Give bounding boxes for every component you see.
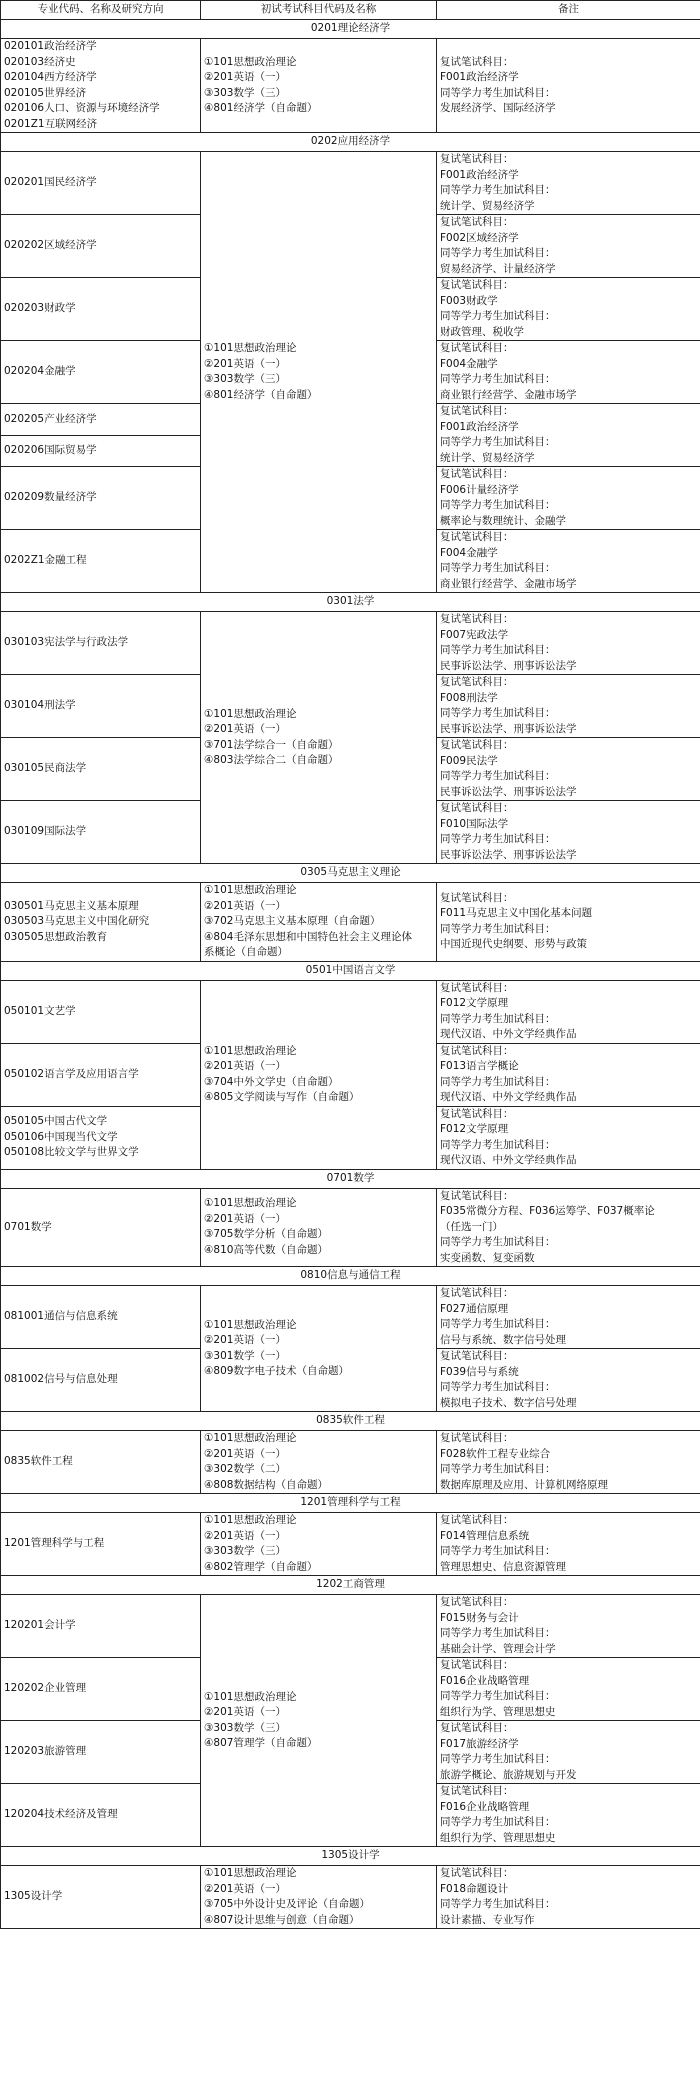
exam-cell	[201, 980, 437, 1169]
text-line: 030501马克思主义基本原理	[4, 899, 139, 912]
exam-cell	[201, 39, 437, 133]
text-line: ③303数学（三）	[204, 373, 286, 385]
text-line: F018命题设计	[440, 1882, 509, 1895]
exam-cell	[201, 1431, 437, 1494]
text-line: 复试笔试科目：	[440, 1659, 514, 1671]
text-line: 旅游学概论、旅游规划与开发	[440, 1768, 577, 1781]
major-cell	[1, 738, 201, 801]
text-line: ④804毛泽东思想和中国特色社会主义理论体	[204, 930, 412, 943]
text-line: 050101文艺学	[4, 1004, 76, 1017]
text-line: 复试笔试科目：	[440, 1785, 514, 1797]
text-line: ④805文学阅读与写作（自命题）	[204, 1091, 360, 1103]
text-line: 商业银行经营学、金融市场学	[440, 577, 577, 590]
text-line: 同等学力考生加试科目：	[440, 1816, 556, 1828]
exam-cell	[201, 1595, 437, 1847]
notes-cell	[437, 467, 700, 530]
major-cell	[1, 435, 201, 467]
notes-cell	[437, 738, 700, 801]
section-title: 0810信息与通信工程	[1, 1267, 700, 1286]
text-line: ②201英语（一）	[204, 357, 286, 370]
text-line: 同等学力考生加试科目：	[440, 1075, 556, 1088]
exam-cell	[201, 1513, 437, 1576]
text-line: ③303数学（三）	[204, 86, 286, 99]
text-line: 120201会计学	[4, 1619, 76, 1632]
table-body	[1, 1, 700, 1929]
notes-cell	[437, 801, 700, 864]
text-line: ④810高等代数（自命题）	[204, 1243, 328, 1256]
section-title: 0701数学	[1, 1169, 700, 1188]
text-line: 同等学力考生加试科目：	[440, 184, 556, 196]
text-line: F014管理信息系统	[440, 1529, 530, 1542]
text-line: ②201英语（一）	[204, 1447, 286, 1460]
text-line: 基础会计学、管理会计学	[440, 1642, 556, 1655]
major-cell	[1, 341, 201, 404]
notes-cell	[437, 404, 700, 467]
text-line: 同等学力考生加试科目：	[440, 1381, 556, 1393]
text-line: 020105世界经济	[4, 86, 87, 99]
text-line: 管理思想史、信息资源管理	[440, 1560, 566, 1573]
text-line: 020106人口、资源与环境经济学	[4, 102, 160, 114]
text-line: ④801经济学（自命题）	[204, 102, 318, 114]
notes-cell	[437, 883, 700, 962]
text-line: 0835软件工程	[4, 1455, 73, 1468]
text-line: 复试笔试科目：	[440, 1107, 514, 1120]
section-title: 0201理论经济学	[1, 20, 700, 39]
text-line: F012文学原理	[440, 997, 509, 1009]
text-line: 设计素描、专业写作	[440, 1913, 535, 1926]
notes-cell	[437, 530, 700, 593]
text-line: ③303数学（三）	[204, 1721, 286, 1734]
text-line: F006计量经济学	[440, 483, 519, 496]
notes-cell	[437, 1431, 700, 1494]
notes-cell	[437, 1188, 700, 1267]
exam-cell	[201, 612, 437, 864]
text-line: 组织行为学、管理思想史	[440, 1705, 556, 1718]
notes-cell	[437, 215, 700, 278]
text-line: ①101思想政治理论	[204, 1197, 297, 1210]
text-line: ④807管理学（自命题）	[204, 1737, 318, 1749]
table-row	[1, 1286, 700, 1349]
text-line: 现代汉语、中外文学经典作品	[440, 1154, 577, 1166]
text-line: 同等学力考生加试科目：	[440, 1898, 556, 1910]
text-line: 财政管理、税收学	[440, 325, 524, 338]
text-line: ④802管理学（自命题）	[204, 1560, 318, 1573]
text-line: F035常微分方程、F036运筹学、F037概率论	[440, 1205, 655, 1217]
text-line: ②201英语（一）	[204, 1706, 286, 1718]
major-cell	[1, 1286, 201, 1349]
section-title-row	[1, 133, 700, 152]
table-row	[1, 612, 700, 675]
notes-cell	[437, 1721, 700, 1784]
text-line: 现代汉语、中外文学经典作品	[440, 1091, 577, 1103]
text-line: 同等学力考生加试科目：	[440, 770, 556, 782]
text-line: 030109国际法学	[4, 825, 87, 838]
text-line: F004金融学	[440, 546, 498, 559]
text-line: ③302数学（二）	[204, 1463, 286, 1475]
text-line: F002区域经济学	[440, 231, 519, 244]
text-line: 1201管理科学与工程	[4, 1537, 105, 1550]
notes-cell	[437, 1043, 700, 1106]
section-title-row	[1, 1412, 700, 1431]
header-notes: 备注	[437, 1, 700, 20]
text-line: 同等学力考生加试科目：	[440, 1753, 556, 1765]
text-line: 民事诉讼法学、刑事诉讼法学	[440, 659, 577, 672]
text-line: 030105民商法学	[4, 762, 87, 775]
text-line: 0701数学	[4, 1220, 52, 1233]
text-line: 复试笔试科目：	[440, 153, 514, 165]
exam-cell	[201, 1866, 437, 1929]
table-row	[1, 883, 700, 962]
text-line: F004金融学	[440, 357, 498, 370]
section-title: 1202工商管理	[1, 1576, 700, 1595]
text-line: （任选一门）	[440, 1220, 503, 1233]
text-line: 复试笔试科目：	[440, 1722, 514, 1734]
exam-cell	[201, 883, 437, 962]
text-line: 模拟电子技术、数字信号处理	[440, 1396, 577, 1409]
major-cell	[1, 1658, 201, 1721]
text-line: 同等学力考生加试科目：	[440, 707, 556, 719]
notes-cell	[437, 675, 700, 738]
text-line: ③301数学（一）	[204, 1349, 286, 1362]
text-line: 050102语言学及应用语言学	[4, 1067, 139, 1080]
section-title: 0501中国语言文学	[1, 961, 700, 980]
text-line: 020205产业经济学	[4, 412, 97, 425]
text-line: ③702马克思主义基本原理（自命题）	[204, 915, 381, 927]
text-line: 0201Z1互联网经济	[4, 117, 98, 130]
text-line: 同等学力考生加试科目：	[440, 310, 556, 322]
exam-cell	[201, 1188, 437, 1267]
text-line: 概率论与数理统计、金融学	[440, 514, 566, 527]
text-line: 同等学力考生加试科目：	[440, 499, 556, 511]
table-row	[1, 980, 700, 1043]
text-line: 020201国民经济学	[4, 176, 97, 189]
text-line: 信号与系统、数字信号处理	[440, 1333, 566, 1346]
major-cell	[1, 152, 201, 215]
notes-cell	[437, 341, 700, 404]
text-line: ②201英语（一）	[204, 1334, 286, 1346]
exam-cell	[201, 152, 437, 593]
section-title-row	[1, 1576, 700, 1595]
notes-cell	[437, 278, 700, 341]
text-line: 050106中国现当代文学	[4, 1130, 118, 1143]
major-cell	[1, 530, 201, 593]
text-line: F017旅游经济学	[440, 1737, 519, 1750]
text-line: 120202企业管理	[4, 1682, 87, 1695]
notes-cell	[437, 1784, 700, 1847]
text-line: ①101思想政治理论	[204, 1044, 297, 1057]
section-title: 0301法学	[1, 593, 700, 612]
text-line: 复试笔试科目：	[440, 981, 514, 994]
text-line: F013语言学概论	[440, 1060, 519, 1072]
notes-cell	[437, 1286, 700, 1349]
text-line: 统计学、贸易经济学	[440, 199, 535, 212]
text-line: 复试笔试科目：	[440, 676, 514, 688]
table-row	[1, 152, 700, 215]
text-line: ①101思想政治理论	[204, 884, 297, 896]
text-line: 民事诉讼法学、刑事诉讼法学	[440, 722, 577, 735]
text-line: ①101思想政治理论	[204, 1318, 297, 1331]
text-line: 030104刑法学	[4, 699, 76, 712]
text-line: ④807设计思维与创意（自命题）	[204, 1913, 360, 1926]
text-line: 复试笔试科目：	[440, 613, 514, 625]
text-line: 复试笔试科目：	[440, 405, 514, 417]
text-line: 同等学力考生加试科目：	[440, 644, 556, 656]
text-line: ④809数字电子技术（自命题）	[204, 1365, 349, 1377]
text-line: 020101政治经济学	[4, 40, 97, 52]
table-row	[1, 1431, 700, 1494]
text-line: ③705中外设计史及评论（自命题）	[204, 1898, 370, 1910]
text-line: 系概论（自命题）	[204, 946, 288, 958]
text-line: 复试笔试科目：	[440, 531, 514, 543]
text-line: 020204金融学	[4, 365, 76, 378]
text-line: 同等学力考生加试科目：	[440, 373, 556, 385]
text-line: F008刑法学	[440, 691, 498, 704]
section-title: 0202应用经济学	[1, 133, 700, 152]
text-line: 同等学力考生加试科目：	[440, 1545, 556, 1557]
major-cell	[1, 1188, 201, 1267]
major-cell	[1, 1513, 201, 1576]
text-line: ②201英语（一）	[204, 1212, 286, 1225]
text-line: 050108比较文学与世界文学	[4, 1146, 139, 1159]
header-exam: 初试考试科目代码及名称	[201, 1, 437, 20]
text-line: ①101思想政治理论	[204, 1867, 297, 1879]
text-line: ②201英语（一）	[204, 71, 286, 83]
text-line: 复试笔试科目：	[440, 342, 514, 354]
text-line: 同等学力考生加试科目：	[440, 247, 556, 259]
major-cell	[1, 883, 201, 962]
text-line: 120203旅游管理	[4, 1745, 87, 1758]
text-line: ①101思想政治理论	[204, 342, 297, 354]
major-cell	[1, 1431, 201, 1494]
text-line: ①101思想政治理论	[204, 1690, 297, 1703]
table-row	[1, 1188, 700, 1267]
text-line: F039信号与系统	[440, 1365, 519, 1378]
text-line: 020103经济史	[4, 55, 76, 68]
text-line: 复试笔试科目：	[440, 1432, 514, 1444]
text-line: 120204技术经济及管理	[4, 1808, 118, 1821]
text-line: 实变函数、复变函数	[440, 1251, 535, 1264]
table-row	[1, 1595, 700, 1658]
section-title-row	[1, 961, 700, 980]
major-cell	[1, 278, 201, 341]
text-line: ①101思想政治理论	[204, 55, 297, 68]
notes-cell	[437, 1595, 700, 1658]
text-line: 0202Z1金融工程	[4, 554, 87, 567]
text-line: 同等学力考生加试科目：	[440, 436, 556, 448]
major-cell	[1, 1595, 201, 1658]
section-title-row	[1, 1847, 700, 1866]
text-line: ④808数据结构（自命题）	[204, 1478, 328, 1491]
header-row	[1, 1, 700, 20]
section-title-row	[1, 20, 700, 39]
section-title-row	[1, 864, 700, 883]
text-line: 同等学力考生加试科目：	[440, 1012, 556, 1025]
major-cell	[1, 612, 201, 675]
section-title-row	[1, 1267, 700, 1286]
text-line: ③303数学（三）	[204, 1545, 286, 1557]
text-line: F003财政学	[440, 294, 498, 307]
text-line: 020206国际贸易学	[4, 444, 97, 456]
text-line: 081001通信与信息系统	[4, 1310, 118, 1323]
major-cell	[1, 467, 201, 530]
major-cell	[1, 1866, 201, 1929]
major-cell	[1, 39, 201, 133]
section-title: 0305马克思主义理论	[1, 864, 700, 883]
text-line: 复试笔试科目：	[440, 1189, 514, 1202]
major-cell	[1, 1784, 201, 1847]
text-line: 020203财政学	[4, 302, 76, 315]
text-line: 020202区域经济学	[4, 239, 97, 252]
text-line: ①101思想政治理论	[204, 1514, 297, 1526]
major-cell	[1, 1721, 201, 1784]
text-line: F012文学原理	[440, 1123, 509, 1135]
notes-cell	[437, 612, 700, 675]
text-line: 复试笔试科目：	[440, 739, 514, 751]
major-cell	[1, 980, 201, 1043]
text-line: F027通信原理	[440, 1302, 509, 1315]
text-line: 复试笔试科目：	[440, 279, 514, 291]
notes-cell	[437, 1866, 700, 1929]
text-line: 统计学、贸易经济学	[440, 451, 535, 464]
text-line: 同等学力考生加试科目：	[440, 1236, 556, 1248]
text-line: 复试笔试科目：	[440, 891, 514, 904]
section-title: 1305设计学	[1, 1847, 700, 1866]
text-line: 组织行为学、管理思想史	[440, 1831, 556, 1844]
notes-cell	[437, 152, 700, 215]
text-line: 1305设计学	[4, 1890, 63, 1903]
text-line: ②201英语（一）	[204, 899, 286, 912]
text-line: 复试笔试科目：	[440, 1287, 514, 1299]
notes-cell	[437, 980, 700, 1043]
text-line: 现代汉语、中外文学经典作品	[440, 1028, 577, 1040]
text-line: 复试笔试科目：	[440, 1867, 514, 1879]
table-row	[1, 1866, 700, 1929]
text-line: 商业银行经营学、金融市场学	[440, 388, 577, 401]
text-line: ②201英语（一）	[204, 1529, 286, 1542]
text-line: 复试笔试科目：	[440, 1514, 514, 1526]
text-line: F015财务与会计	[440, 1611, 519, 1624]
text-line: 030103宪法学与行政法学	[4, 636, 129, 649]
section-title-row	[1, 1169, 700, 1188]
text-line: F011马克思主义中国化基本问题	[440, 907, 593, 920]
major-cell	[1, 1349, 201, 1412]
notes-cell	[437, 1349, 700, 1412]
text-line: 同等学力考生加试科目：	[440, 833, 556, 845]
header-major: 专业代码、名称及研究方向	[1, 1, 201, 20]
text-line: F010国际法学	[440, 817, 509, 830]
text-line: 贸易经济学、计量经济学	[440, 262, 556, 275]
text-line: 数据库原理及应用、计算机网络原理	[440, 1478, 608, 1491]
text-line: 发展经济学、国际经济学	[440, 102, 556, 114]
major-cell	[1, 1106, 201, 1169]
text-line: 020209数量经济学	[4, 491, 97, 504]
major-cell	[1, 215, 201, 278]
text-line: 030505思想政治教育	[4, 930, 108, 943]
table-row	[1, 39, 700, 133]
text-line: 复试笔试科目：	[440, 1044, 514, 1057]
text-line: ③704中外文学史（自命题）	[204, 1075, 339, 1088]
section-title-row	[1, 593, 700, 612]
major-cell	[1, 801, 201, 864]
major-cell	[1, 675, 201, 738]
text-line: F028软件工程专业综合	[440, 1447, 551, 1460]
section-title-row	[1, 1494, 700, 1513]
text-line: 同等学力考生加试科目：	[440, 1318, 556, 1330]
text-line: ③701法学综合一（自命题）	[204, 738, 339, 751]
text-line: F001政治经济学	[440, 420, 519, 433]
text-line: ①101思想政治理论	[204, 707, 297, 720]
text-line: 同等学力考生加试科目：	[440, 1138, 556, 1151]
text-line: F016企业战略管理	[440, 1674, 530, 1687]
text-line: 复试笔试科目：	[440, 1596, 514, 1608]
section-title: 1201管理科学与工程	[1, 1494, 700, 1513]
text-line: F016企业战略管理	[440, 1800, 530, 1813]
text-line: ④801经济学（自命题）	[204, 388, 318, 401]
text-line: F007宪政法学	[440, 628, 509, 641]
table-row	[1, 1513, 700, 1576]
text-line: 复试笔试科目：	[440, 802, 514, 814]
exam-cell	[201, 1286, 437, 1412]
text-line: ①101思想政治理论	[204, 1432, 297, 1444]
text-line: 050105中国古代文学	[4, 1115, 108, 1128]
text-line: ②201英语（一）	[204, 723, 286, 735]
text-line: 复试笔试科目：	[440, 1350, 514, 1362]
text-line: 复试笔试科目：	[440, 468, 514, 480]
notes-cell	[437, 1106, 700, 1169]
notes-cell	[437, 1513, 700, 1576]
text-line: 民事诉讼法学、刑事诉讼法学	[440, 785, 577, 798]
text-line: 同等学力考生加试科目：	[440, 922, 556, 935]
text-line: 民事诉讼法学、刑事诉讼法学	[440, 848, 577, 861]
text-line: ②201英语（一）	[204, 1882, 286, 1895]
section-title: 0835软件工程	[1, 1412, 700, 1431]
major-cell	[1, 1043, 201, 1106]
notes-cell	[437, 1658, 700, 1721]
text-line: 中国近现代史纲要、形势与政策	[440, 938, 587, 951]
major-cell	[1, 404, 201, 436]
text-line: ②201英语（一）	[204, 1060, 286, 1072]
text-line: 020104西方经济学	[4, 71, 97, 83]
text-line: 081002信号与信息处理	[4, 1373, 118, 1386]
text-line: 同等学力考生加试科目：	[440, 86, 556, 99]
text-line: F001政治经济学	[440, 168, 519, 181]
text-line: 同等学力考生加试科目：	[440, 562, 556, 574]
text-line: F009民法学	[440, 754, 498, 767]
text-line: 复试笔试科目：	[440, 216, 514, 228]
text-line: 同等学力考生加试科目：	[440, 1463, 556, 1475]
text-line: ④803法学综合二（自命题）	[204, 754, 339, 766]
text-line: F001政治经济学	[440, 71, 519, 83]
text-line: 030503马克思主义中国化研究	[4, 915, 150, 927]
text-line: ③705数学分析（自命题）	[204, 1228, 328, 1241]
text-line: 同等学力考生加试科目：	[440, 1627, 556, 1639]
text-line: 复试笔试科目：	[440, 55, 514, 68]
text-line: 同等学力考生加试科目：	[440, 1690, 556, 1702]
notes-cell	[437, 39, 700, 133]
